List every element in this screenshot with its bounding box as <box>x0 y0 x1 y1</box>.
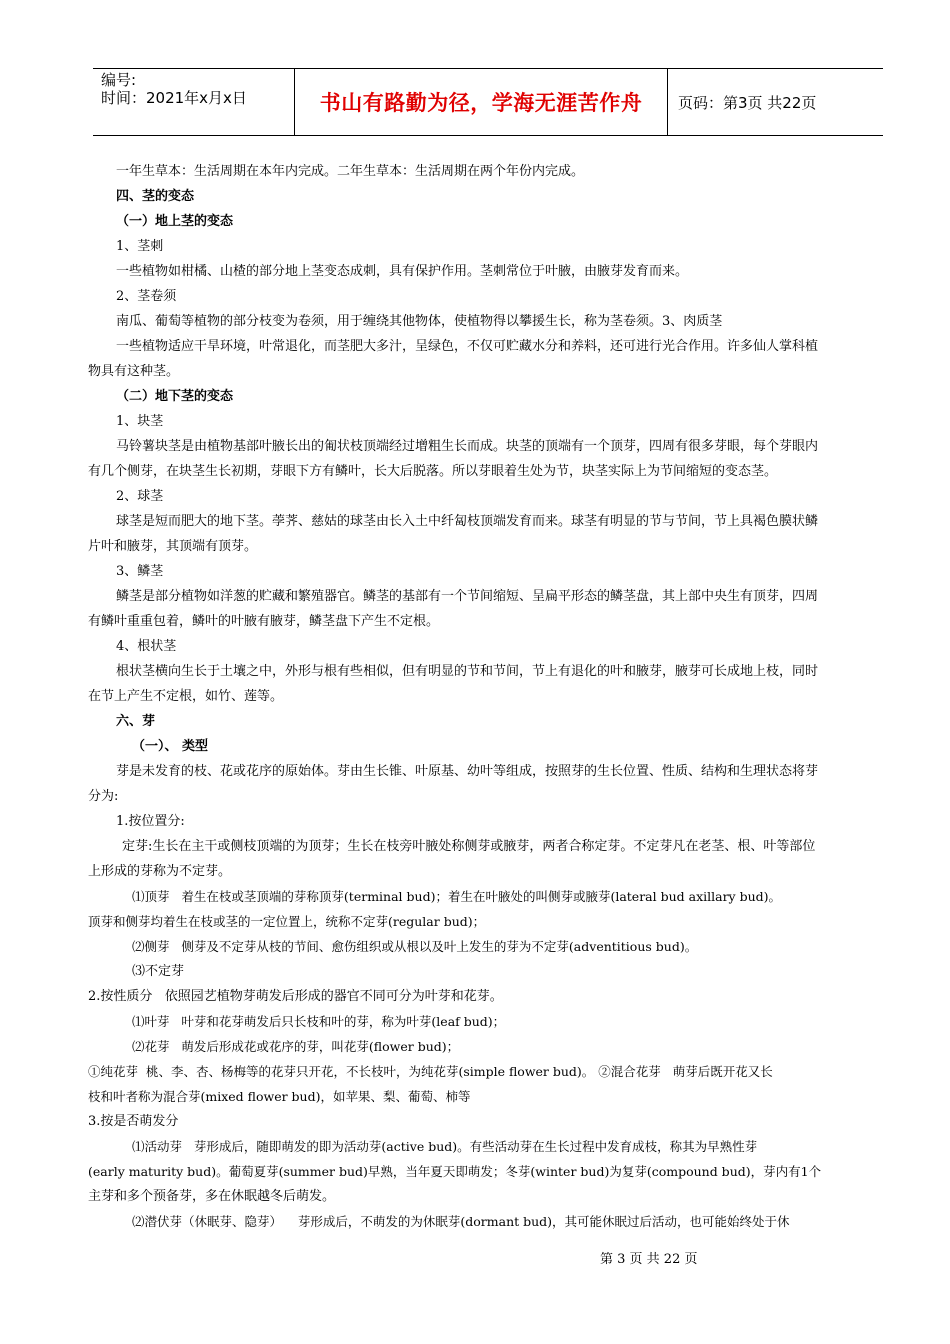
body-line: 定芽:生长在主干或侧枝顶端的为顶芽；生长在枝旁叶腋处称侧芽或腋芽，两者合称定芽。不定芽凡在老茎、根、叶等部位 <box>122 839 816 854</box>
item-heading: 4、根状茎 <box>116 639 177 654</box>
document-time-label: 时间：2021年x月x日 <box>101 89 247 107</box>
body-line: ⑴顶芽 着生在枝或茎顶端的芽称顶芽(terminal bud)；着生在叶腋处的叫侧芽或腋芽(lateral bud axillary bud)。 <box>132 889 782 904</box>
body-line: ⑴叶芽 叶芽和花芽萌发后只长枝和叶的芽，称为叶芽(leaf bud)； <box>132 1014 506 1029</box>
page-footer: 第 3 页 共 22 页 <box>600 1252 698 1267</box>
subsection-heading: （一）地上茎的变态 <box>116 214 234 229</box>
header-page-label: 页码：第3页 共22页 <box>678 93 817 112</box>
body-line: ⑵潜伏芽（休眠芽、隐芽） 芽形成后，不萌发的为休眠芽(dormant bud)，其可能休眠过后活动，也可能始终处于休 <box>132 1214 790 1229</box>
subsection-heading: （一）、 类型 <box>132 739 209 754</box>
body-line: 枝和叶者称为混合芽(mixed flower bud)，如苹果、梨、葡萄、柿等 <box>88 1089 471 1104</box>
body-line: 南瓜、葡萄等植物的部分枝变为卷须，用于缠绕其他物体，使植物得以攀援生长，称为茎卷须。3、肉质茎 <box>116 314 723 329</box>
body-line: ⑶不定芽 <box>132 964 185 979</box>
body-line: ⑵花芽 萌发后形成花或花序的芽，叫花芽(flower bud)； <box>132 1039 460 1054</box>
body-line: 物具有这种茎。 <box>88 364 180 379</box>
body-line: 芽是未发育的枝、花或花序的原始体。芽由生长锥、叶原基、幼叶等组成，按照芽的生长位置、性质、结构和生理状态将芽 <box>116 764 819 779</box>
body-line: 有几个侧芽，在块茎生长初期，芽眼下方有鳞叶，长大后脱落。所以芽眼着生处为节，块茎实际上为节间缩短的变态茎。 <box>88 464 778 479</box>
body-line: 一年生草本：生活周期在本年内完成。二年生草本：生活周期在两个年份内完成。 <box>116 164 585 179</box>
item-heading: 3.按是否萌发分 <box>88 1114 179 1129</box>
body-line: (early maturity bud)。葡萄夏芽(summer bud)早熟，当年夏天即萌发；冬芽(winter bud)为复芽(compound bud)，芽内有1个 <box>88 1164 822 1179</box>
body-line: 鳞茎是部分植物如洋葱的贮藏和繁殖器官。鳞茎的基部有一个节间缩短、呈扁平形态的鳞茎盘，其上部中央生有顶芽，四周 <box>116 589 819 604</box>
item-heading: 2、茎卷须 <box>116 289 177 304</box>
body-line: 马铃薯块茎是由植物基部叶腋长出的匍状枝顶端经过增粗生长而成。块茎的顶端有一个顶芽，四周有很多芽眼，每个芽眼内 <box>116 439 819 454</box>
header-meta <box>101 71 247 107</box>
body-line: 2.按性质分 依照园艺植物芽萌发后形成的器官不同可分为叶芽和花芽。 <box>88 989 503 1004</box>
subsection-heading: （二）地下茎的变态 <box>116 389 234 404</box>
body-line: 顶芽和侧芽均着生在枝或茎的一定位置上，统称不定芽(regular bud)； <box>88 914 486 929</box>
section-heading: 四、茎的变态 <box>116 189 195 204</box>
item-heading: 1、块茎 <box>116 414 164 429</box>
item-heading: 2、球茎 <box>116 489 164 504</box>
section-heading: 六、芽 <box>116 714 156 729</box>
body-line: 片叶和腋芽，其顶端有顶芽。 <box>88 539 258 554</box>
body-line: 有鳞叶重重包着，鳞叶的叶腋有腋芽，鳞茎盘下产生不定根。 <box>88 614 440 629</box>
document-number-label: 编号: <box>101 71 137 89</box>
body-line: 分为: <box>88 789 119 804</box>
body-line: 一些植物如柑橘、山楂的部分地上茎变态成刺，具有保护作用。茎刺常位于叶腋，由腋芽发育而来。 <box>116 264 689 279</box>
body-line: ⑴活动芽 芽形成后，随即萌发的即为活动芽(active bud)。有些活动芽在生长过程中发育成枝，称其为早熟性芽 <box>132 1139 758 1154</box>
body-line: 球茎是短而肥大的地下茎。荸荠、慈姑的球茎由长入土中纤匐枝顶端发育而来。球茎有明显的节与节间，节上具褐色膜状鳞 <box>116 514 819 529</box>
header-divider-right <box>667 68 668 136</box>
body-line: 一些植物适应干旱环境，叶常退化，而茎肥大多汁，呈绿色，不仅可贮藏水分和养料，还可进行光合作用。许多仙人掌科植 <box>116 339 819 354</box>
body-line: 上形成的芽称为不定芽。 <box>88 864 232 879</box>
body-line: 在节上产生不定根，如竹、莲等。 <box>88 689 284 704</box>
item-heading: 3、鳞茎 <box>116 564 164 579</box>
item-heading: 1.按位置分: <box>116 814 185 829</box>
body-line: ⑵侧芽 侧芽及不定芽从枝的节间、愈伤组织或从根以及叶上发生的芽为不定芽(adventitious bud)。 <box>132 939 698 954</box>
page-header <box>93 68 883 136</box>
item-heading: 1、茎刺 <box>116 239 164 254</box>
body-line: ①纯花芽 桃、李、杏、杨梅等的花芽只开花，不长枝叶，为纯花芽(simple flower bud)。 ②混合花芽 萌芽后既开花又长 <box>88 1064 773 1079</box>
body-line: 主芽和多个预备芽，多在休眠越冬后萌发。 <box>88 1189 336 1204</box>
body-line: 根状茎横向生长于土壤之中，外形与根有些相似，但有明显的节和节间，节上有退化的叶和腋芽，腋芽可长成地上枝，同时 <box>116 664 819 679</box>
document-body <box>88 159 893 1234</box>
header-motto: 书山有路勤为径，学海无涯苦作舟 <box>319 91 643 115</box>
